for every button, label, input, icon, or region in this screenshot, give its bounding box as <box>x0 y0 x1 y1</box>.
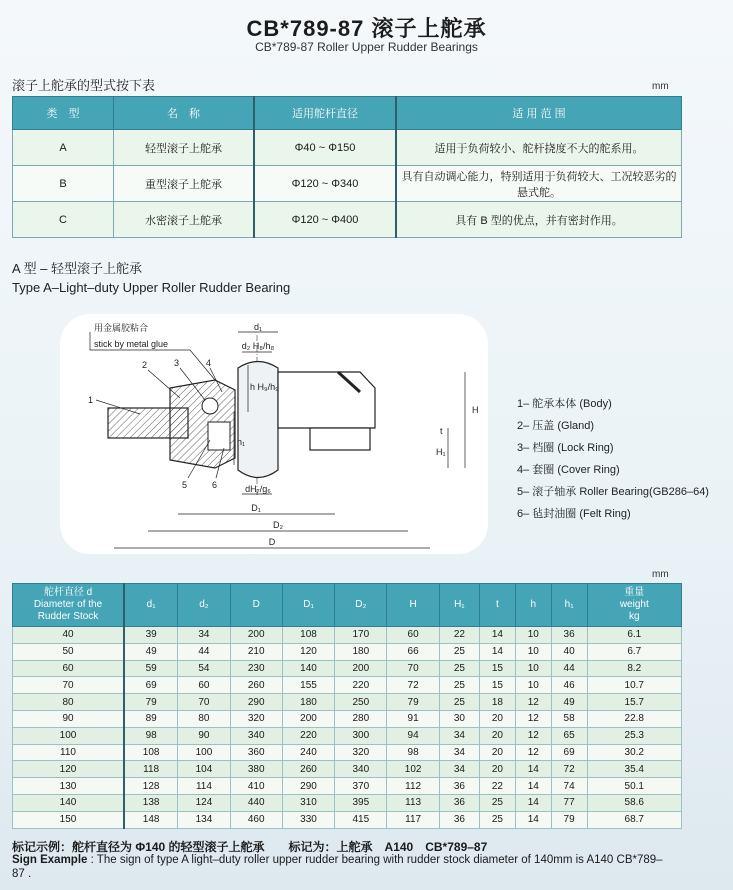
value-cell: 120 <box>282 643 334 660</box>
roller-ball <box>202 398 218 414</box>
example-text: : The sign of type A light–duty roller upper rudder bearing with rudder stock diameter of 140mm is A140 CB*789–87 . <box>12 854 663 880</box>
diameter-cell: 40 <box>13 627 125 644</box>
value-cell: 113 <box>387 794 439 811</box>
value-cell: 72 <box>387 677 439 694</box>
value-cell: 25 <box>480 811 516 828</box>
value-cell: 65 <box>551 727 587 744</box>
table-row <box>13 627 682 644</box>
type-cell: C <box>13 202 114 238</box>
value-cell: 128 <box>124 778 178 795</box>
type-cell: A <box>13 130 114 166</box>
diameter-cell: 130 <box>13 778 125 795</box>
value-cell: 79 <box>551 811 587 828</box>
header-H: H <box>387 584 439 627</box>
label-D: D <box>268 537 276 547</box>
value-cell: 395 <box>335 794 387 811</box>
table-row <box>13 761 682 778</box>
diameter-cell: 70 <box>13 677 125 694</box>
rudder-stock <box>238 362 278 478</box>
page-subtitle: CB*789-87 Roller Upper Rudder Bearings <box>255 40 478 54</box>
header-type: 类 型 <box>13 97 114 130</box>
value-cell: 46 <box>551 677 587 694</box>
table-row <box>13 710 682 727</box>
value-cell: 89 <box>124 710 178 727</box>
table-row <box>13 744 682 761</box>
value-cell: 290 <box>282 778 334 795</box>
cover-lower <box>310 428 370 450</box>
table-row <box>13 166 682 202</box>
cover <box>278 372 375 428</box>
table-row <box>13 794 682 811</box>
value-cell: 108 <box>282 627 334 644</box>
value-cell: 410 <box>230 778 282 795</box>
scope-cell: 具有 B 型的优点，并有密封作用。 <box>396 202 682 238</box>
value-cell: 310 <box>282 794 334 811</box>
value-cell: 10 <box>515 643 551 660</box>
value-cell: 22 <box>480 778 516 795</box>
value-cell: 58 <box>551 710 587 727</box>
table-row <box>13 727 682 744</box>
value-cell: 14 <box>515 761 551 778</box>
value-cell: 118 <box>124 761 178 778</box>
header-D: D <box>230 584 282 627</box>
value-cell: 20 <box>480 744 516 761</box>
value-cell: 140 <box>282 660 334 677</box>
value-cell: 250 <box>335 694 387 711</box>
value-cell: 15 <box>480 677 516 694</box>
value-cell: 14 <box>480 627 516 644</box>
value-cell: 44 <box>178 643 230 660</box>
value-cell: 25 <box>439 643 479 660</box>
value-cell: 320 <box>230 710 282 727</box>
value-cell: 25 <box>480 794 516 811</box>
value-cell: 112 <box>387 778 439 795</box>
header-D2: D₂ <box>335 584 387 627</box>
header-d1: d₁ <box>124 584 178 627</box>
value-cell: 36 <box>439 778 479 795</box>
value-cell: 34 <box>439 727 479 744</box>
value-cell: 59 <box>124 660 178 677</box>
table-row <box>13 694 682 711</box>
header-line: Diameter of the <box>33 599 103 610</box>
header-scope: 适 用 范 围 <box>396 97 682 130</box>
label-D1: D₁ <box>251 503 261 513</box>
types-unit: mm <box>652 81 669 92</box>
value-cell: 77 <box>551 794 587 811</box>
diameter-cell: Φ120 ~ Φ400 <box>254 202 396 238</box>
header-name: 名 称 <box>114 97 255 130</box>
value-cell: 210 <box>230 643 282 660</box>
label-H: H <box>472 405 479 415</box>
value-cell: 6.7 <box>587 643 681 660</box>
value-cell: 260 <box>282 761 334 778</box>
header-diameter: 适用舵杆直径 <box>254 97 396 130</box>
header-diameter <box>13 584 125 627</box>
label-n3: 3 <box>174 358 180 368</box>
value-cell: 14 <box>515 778 551 795</box>
value-cell: 60 <box>387 627 439 644</box>
value-cell: 10 <box>515 660 551 677</box>
value-cell: 6.1 <box>587 627 681 644</box>
header-line: 舵杆直径 d <box>43 587 93 598</box>
value-cell: 14 <box>515 794 551 811</box>
value-cell: 104 <box>178 761 230 778</box>
table-row <box>13 677 682 694</box>
value-cell: 60 <box>178 677 230 694</box>
legend-item: 1– 舵承本体 (Body) <box>517 398 612 410</box>
types-table <box>12 96 682 238</box>
value-cell: 49 <box>551 694 587 711</box>
value-cell: 35.4 <box>587 761 681 778</box>
dims-body <box>13 627 682 829</box>
value-cell: 94 <box>387 727 439 744</box>
value-cell: 138 <box>124 794 178 811</box>
table-row <box>13 811 682 828</box>
types-header-row <box>13 97 682 130</box>
value-cell: 300 <box>335 727 387 744</box>
name-cell: 重型滚子上舵承 <box>114 166 255 202</box>
value-cell: 34 <box>178 627 230 644</box>
value-cell: 70 <box>178 694 230 711</box>
value-cell: 70 <box>387 660 439 677</box>
label-d2: d₂ H₈/h₈ <box>241 341 275 351</box>
example-cn: 标记示例：舵杆直径为 Φ140 的轻型滚子上舵承 标记为：上舵承 A140 CB*789–87 <box>12 840 488 854</box>
value-cell: 34 <box>439 761 479 778</box>
value-cell: 34 <box>439 744 479 761</box>
diameter-cell: 100 <box>13 727 125 744</box>
type-a-title-cn: A 型 – 轻型滚子上舵承 <box>12 261 143 276</box>
header-line: 重量 <box>624 587 645 598</box>
value-cell: 25.3 <box>587 727 681 744</box>
value-cell: 380 <box>230 761 282 778</box>
value-cell: 30.2 <box>587 744 681 761</box>
value-cell: 90 <box>178 727 230 744</box>
name-cell: 水密滚子上舵承 <box>114 202 255 238</box>
value-cell: 10.7 <box>587 677 681 694</box>
value-cell: 440 <box>230 794 282 811</box>
value-cell: 415 <box>335 811 387 828</box>
value-cell: 20 <box>480 710 516 727</box>
glue-label-cn: 用金属胶粘合 <box>94 323 149 333</box>
value-cell: 18 <box>480 694 516 711</box>
value-cell: 320 <box>335 744 387 761</box>
value-cell: 100 <box>178 744 230 761</box>
parts-legend <box>517 395 709 527</box>
label-n4: 4 <box>206 358 212 368</box>
value-cell: 370 <box>335 778 387 795</box>
value-cell: 290 <box>230 694 282 711</box>
value-cell: 20 <box>480 761 516 778</box>
header-D1: D₁ <box>282 584 334 627</box>
value-cell: 36 <box>439 811 479 828</box>
value-cell: 260 <box>230 677 282 694</box>
dims-unit: mm <box>652 569 669 580</box>
diameter-cell: Φ40 ~ Φ150 <box>254 130 396 166</box>
value-cell: 69 <box>124 677 178 694</box>
value-cell: 180 <box>282 694 334 711</box>
dimensions-table <box>12 583 682 829</box>
diameter-cell: 110 <box>13 744 125 761</box>
value-cell: 15.7 <box>587 694 681 711</box>
value-cell: 460 <box>230 811 282 828</box>
diameter-cell: 50 <box>13 643 125 660</box>
roller-bearing <box>208 422 230 450</box>
value-cell: 68.7 <box>587 811 681 828</box>
name-cell: 轻型滚子上舵承 <box>114 130 255 166</box>
type-cell: B <box>13 166 114 202</box>
value-cell: 50.1 <box>587 778 681 795</box>
glue-label-en: stick by metal glue <box>94 339 169 349</box>
value-cell: 340 <box>335 761 387 778</box>
value-cell: 124 <box>178 794 230 811</box>
value-cell: 91 <box>387 710 439 727</box>
value-cell: 220 <box>282 727 334 744</box>
value-cell: 14 <box>515 811 551 828</box>
label-n1: 1 <box>88 395 94 405</box>
value-cell: 12 <box>515 727 551 744</box>
table-row <box>13 643 682 660</box>
label-n6: 6 <box>212 480 218 490</box>
header-weight <box>587 584 681 627</box>
diameter-cell: Φ120 ~ Φ340 <box>254 166 396 202</box>
value-cell: 72 <box>551 761 587 778</box>
value-cell: 102 <box>387 761 439 778</box>
value-cell: 155 <box>282 677 334 694</box>
diameter-cell: 90 <box>13 710 125 727</box>
value-cell: 108 <box>124 744 178 761</box>
value-cell: 200 <box>335 660 387 677</box>
legend-item: 2– 压盖 (Gland) <box>517 420 595 432</box>
label-h1: h₁ <box>237 437 246 447</box>
legend-item: 5– 滚子轴承 Roller Bearing(GB286–64) <box>517 486 709 498</box>
value-cell: 200 <box>282 710 334 727</box>
diameter-cell: 140 <box>13 794 125 811</box>
label-d1: d₁ <box>253 322 263 332</box>
value-cell: 44 <box>551 660 587 677</box>
value-cell: 36 <box>551 627 587 644</box>
value-cell: 12 <box>515 744 551 761</box>
value-cell: 170 <box>335 627 387 644</box>
value-cell: 280 <box>335 710 387 727</box>
value-cell: 148 <box>124 811 178 828</box>
header-line: Rudder Stock <box>37 611 99 622</box>
label-n5: 5 <box>182 480 188 490</box>
page-title: CB*789-87 滚子上舵承 <box>246 16 487 41</box>
value-cell: 360 <box>230 744 282 761</box>
value-cell: 20 <box>480 727 516 744</box>
value-cell: 58.6 <box>587 794 681 811</box>
value-cell: 15 <box>480 660 516 677</box>
table-row <box>13 778 682 795</box>
type-a-title-en: Type A–Light–duty Upper Roller Rudder Bearing <box>12 280 291 295</box>
value-cell: 25 <box>439 677 479 694</box>
value-cell: 10 <box>515 677 551 694</box>
value-cell: 66 <box>387 643 439 660</box>
label-dH: dH₇/g₆ <box>245 484 271 494</box>
value-cell: 49 <box>124 643 178 660</box>
value-cell: 114 <box>178 778 230 795</box>
value-cell: 12 <box>515 710 551 727</box>
value-cell: 25 <box>439 660 479 677</box>
table-row <box>13 130 682 166</box>
value-cell: 200 <box>230 627 282 644</box>
diameter-cell: 150 <box>13 811 125 828</box>
header-h1: h₁ <box>551 584 587 627</box>
value-cell: 30 <box>439 710 479 727</box>
diameter-cell: 120 <box>13 761 125 778</box>
label-H1: H₁ <box>436 447 446 457</box>
value-cell: 330 <box>282 811 334 828</box>
header-d2: d₂ <box>178 584 230 627</box>
value-cell: 79 <box>387 694 439 711</box>
label-h: h H₉/h₉ <box>250 382 279 392</box>
value-cell: 22.8 <box>587 710 681 727</box>
value-cell: 69 <box>551 744 587 761</box>
value-cell: 39 <box>124 627 178 644</box>
value-cell: 98 <box>124 727 178 744</box>
value-cell: 8.2 <box>587 660 681 677</box>
value-cell: 54 <box>178 660 230 677</box>
value-cell: 117 <box>387 811 439 828</box>
value-cell: 340 <box>230 727 282 744</box>
scope-cell: 适用于负荷较小、舵杆挠度不大的舵系用。 <box>396 130 682 166</box>
value-cell: 80 <box>178 710 230 727</box>
diameter-cell: 60 <box>13 660 125 677</box>
header-line: weight <box>619 599 649 610</box>
example-en <box>12 853 672 881</box>
header-t: t <box>480 584 516 627</box>
value-cell: 22 <box>439 627 479 644</box>
legend-item: 4– 套圈 (Cover Ring) <box>517 464 620 476</box>
value-cell: 180 <box>335 643 387 660</box>
value-cell: 40 <box>551 643 587 660</box>
label-t: t <box>440 426 443 436</box>
bearing-diagram <box>10 310 510 560</box>
value-cell: 220 <box>335 677 387 694</box>
value-cell: 134 <box>178 811 230 828</box>
header-line: kg <box>628 611 640 622</box>
legend-item: 3– 档圈 (Lock Ring) <box>517 442 614 454</box>
table-row <box>13 660 682 677</box>
table-row <box>13 202 682 238</box>
value-cell: 230 <box>230 660 282 677</box>
dims-header-row <box>13 584 682 627</box>
scope-cell: 具有自动调心能力，特别适用于负荷较大、工况较恶劣的悬式舵。 <box>396 166 682 202</box>
value-cell: 12 <box>515 694 551 711</box>
header-h: h <box>515 584 551 627</box>
legend-item: 6– 毡封油圈 (Felt Ring) <box>517 508 631 520</box>
label-n2: 2 <box>142 360 148 370</box>
label-D2: D₂ <box>273 520 283 530</box>
types-section-title: 滚子上舵承的型式按下表 <box>12 78 156 93</box>
value-cell: 74 <box>551 778 587 795</box>
value-cell: 79 <box>124 694 178 711</box>
header-H1: H₁ <box>439 584 479 627</box>
value-cell: 98 <box>387 744 439 761</box>
value-cell: 10 <box>515 627 551 644</box>
value-cell: 36 <box>439 794 479 811</box>
value-cell: 240 <box>282 744 334 761</box>
value-cell: 14 <box>480 643 516 660</box>
diameter-cell: 80 <box>13 694 125 711</box>
value-cell: 25 <box>439 694 479 711</box>
example-label: Sign Example <box>12 854 88 866</box>
